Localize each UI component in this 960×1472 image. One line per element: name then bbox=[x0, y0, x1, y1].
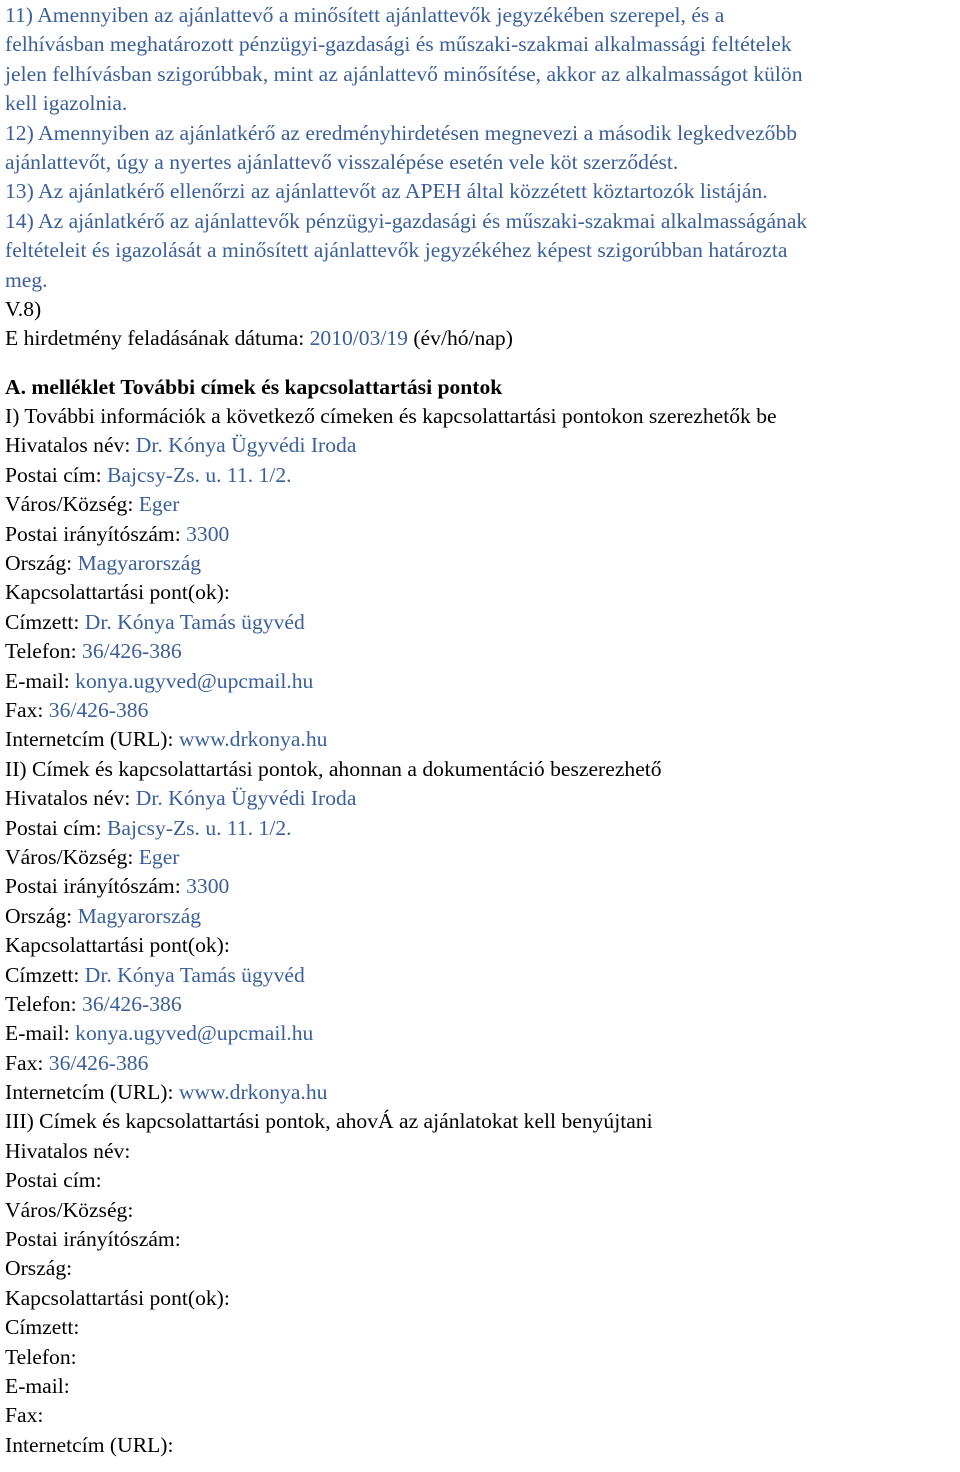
paragraph-line: 13) Az ajánlatkérő ellenőrzi az ajánlattevőt az APEH által közzétett köztartozók listáján. bbox=[5, 179, 768, 204]
field-label: Kapcsolattartási pont(ok): bbox=[5, 933, 230, 958]
field-label: Internetcím (URL): bbox=[5, 727, 179, 752]
section-number: V.8) bbox=[5, 296, 42, 321]
field-label: Fax: bbox=[5, 1050, 49, 1075]
paragraph-13 bbox=[5, 177, 957, 206]
field-phone bbox=[5, 990, 957, 1019]
field-label: Telefon: bbox=[5, 1344, 77, 1369]
field-official-name bbox=[5, 784, 957, 813]
field-city bbox=[5, 843, 957, 872]
field-label: Fax: bbox=[5, 697, 49, 722]
field-email bbox=[5, 667, 957, 696]
paragraph-line: 12) Amennyiben az ajánlatkérő az eredményhirdetésen megnevezi a második legkedvezőbb bbox=[5, 120, 798, 145]
date-format: (év/hó/nap) bbox=[407, 326, 513, 351]
field-value: Bajcsy-Zs. u. 11. 1/2. bbox=[106, 462, 292, 487]
field-addressee bbox=[5, 608, 957, 637]
field-official-name bbox=[5, 431, 957, 460]
field-value: Magyarország bbox=[77, 551, 202, 576]
field-label: Postai irányítószám: bbox=[5, 521, 187, 546]
field-value: 36/426-386 bbox=[82, 639, 182, 664]
section-i bbox=[5, 402, 957, 755]
field-country bbox=[5, 902, 957, 931]
field-url bbox=[5, 1078, 957, 1107]
field-label: E-mail: bbox=[5, 1373, 70, 1398]
field-label: Telefon: bbox=[5, 639, 83, 664]
field-value: Dr. Kónya Ügyvédi Iroda bbox=[135, 786, 357, 811]
field-value: Magyarország bbox=[77, 903, 202, 928]
field-url bbox=[5, 1431, 957, 1460]
field-label: Kapcsolattartási pont(ok): bbox=[5, 580, 230, 605]
field-value: Eger bbox=[138, 492, 180, 517]
field-postal-code bbox=[5, 1225, 957, 1254]
paragraph-14 bbox=[5, 207, 957, 295]
document-page bbox=[5, 1, 957, 1460]
field-label: Hivatalos név: bbox=[5, 433, 136, 458]
field-value: 3300 bbox=[186, 521, 230, 546]
field-label: Címzett: bbox=[5, 962, 85, 987]
field-label: Címzett: bbox=[5, 1315, 80, 1340]
field-label: Hivatalos név: bbox=[5, 1138, 131, 1163]
field-value: konya.ugyved@upcmail.hu bbox=[75, 668, 314, 693]
field-city bbox=[5, 490, 957, 519]
field-fax bbox=[5, 1401, 957, 1430]
field-value: 36/426-386 bbox=[48, 697, 149, 722]
field-value: 3300 bbox=[186, 874, 230, 899]
field-addressee bbox=[5, 1313, 957, 1342]
paragraph-line: 11) Amennyiben az ajánlattevő a minősített ajánlattevők jegyzékében szerepel, és a bbox=[5, 3, 725, 27]
field-value: konya.ugyved@upcmail.hu bbox=[75, 1021, 314, 1046]
paragraph-line: kell igazolnia. bbox=[5, 91, 128, 116]
field-label: Postai irányítószám: bbox=[5, 874, 187, 899]
section-iii bbox=[5, 1107, 957, 1460]
field-postal-address bbox=[5, 461, 957, 490]
field-contact-points bbox=[5, 931, 957, 960]
field-label: Ország: bbox=[5, 903, 78, 928]
field-value: 36/426-386 bbox=[48, 1050, 149, 1075]
paragraph-line: feltételeit és igazolását a minősített ajánlattevők jegyzékéhez képest szigorúbban határozta bbox=[5, 238, 788, 263]
field-label: Kapcsolattartási pont(ok): bbox=[5, 1285, 230, 1310]
field-country bbox=[5, 549, 957, 578]
field-label: Internetcím (URL): bbox=[5, 1432, 174, 1457]
field-label: Hivatalos név: bbox=[5, 786, 136, 811]
field-label: Ország: bbox=[5, 551, 78, 576]
field-label: Fax: bbox=[5, 1403, 44, 1428]
field-postal-code bbox=[5, 872, 957, 901]
field-value: Dr. Kónya Ügyvédi Iroda bbox=[135, 433, 357, 458]
section-heading: I) További információk a következő címeken és kapcsolattartási pontokon szerezhetők be bbox=[5, 404, 777, 429]
field-addressee bbox=[5, 961, 957, 990]
date-label: E hirdetmény feladásának dátuma: bbox=[5, 326, 310, 351]
field-label: Város/Község: bbox=[5, 492, 139, 517]
field-label: Telefon: bbox=[5, 991, 83, 1016]
field-email bbox=[5, 1019, 957, 1048]
field-contact-points bbox=[5, 578, 957, 607]
field-value: Dr. Kónya Tamás ügyvéd bbox=[84, 962, 305, 987]
field-label: Internetcím (URL): bbox=[5, 1080, 179, 1105]
paragraph-11 bbox=[5, 1, 957, 119]
paragraph-line: jelen felhívásban szigorúbbak, mint az ajánlattevő minősítése, akkor az alkalmasságot külön bbox=[5, 61, 803, 86]
field-phone bbox=[5, 1343, 957, 1372]
paragraph-line: ajánlattevőt, úgy a nyertes ajánlattevő visszalépése esetén vele köt szerződést. bbox=[5, 149, 679, 174]
field-url bbox=[5, 725, 957, 754]
field-fax bbox=[5, 1049, 957, 1078]
field-label: E-mail: bbox=[5, 668, 76, 693]
field-fax bbox=[5, 696, 957, 725]
paragraph-line: meg. bbox=[5, 267, 48, 292]
field-postal-address bbox=[5, 1166, 957, 1195]
field-label: Postai cím: bbox=[5, 1168, 102, 1193]
field-value: 36/426-386 bbox=[82, 991, 182, 1016]
field-label: Ország: bbox=[5, 1256, 73, 1281]
field-email bbox=[5, 1372, 957, 1401]
field-city bbox=[5, 1196, 957, 1225]
section-heading: III) Címek és kapcsolattartási pontok, ahovÁ az ajánlatokat kell benyújtani bbox=[5, 1109, 653, 1134]
field-label: Postai irányítószám: bbox=[5, 1227, 181, 1252]
field-label: Város/Község: bbox=[5, 844, 139, 869]
field-label: Címzett: bbox=[5, 609, 85, 634]
field-label: Postai cím: bbox=[5, 462, 107, 487]
field-postal-address bbox=[5, 814, 957, 843]
field-contact-points bbox=[5, 1284, 957, 1313]
field-official-name bbox=[5, 1137, 957, 1166]
section-ii bbox=[5, 755, 957, 1108]
field-phone bbox=[5, 637, 957, 666]
date-value: 2010/03/19 bbox=[309, 326, 408, 351]
field-value: Eger bbox=[138, 844, 180, 869]
field-postal-code bbox=[5, 520, 957, 549]
field-label: E-mail: bbox=[5, 1021, 76, 1046]
field-label: Postai cím: bbox=[5, 815, 107, 840]
section-v8 bbox=[5, 295, 957, 354]
paragraph-12 bbox=[5, 119, 957, 178]
field-value: www.drkonya.hu bbox=[178, 1080, 328, 1105]
section-heading: II) Címek és kapcsolattartási pontok, ahonnan a dokumentáció beszerezhető bbox=[5, 756, 662, 781]
field-label: Város/Község: bbox=[5, 1197, 134, 1222]
annex-title: A. melléklet További címek és kapcsolattartási pontok bbox=[5, 374, 503, 399]
paragraph-line: 14) Az ajánlatkérő az ajánlattevők pénzügyi-gazdasági és műszaki-szakmai alkalmasságának bbox=[5, 208, 808, 233]
paragraph-line: felhívásban meghatározott pénzügyi-gazdasági és műszaki-szakmai alkalmassági feltételek bbox=[5, 32, 792, 57]
field-value: Dr. Kónya Tamás ügyvéd bbox=[84, 609, 305, 634]
field-value: www.drkonya.hu bbox=[178, 727, 328, 752]
publication-date-line bbox=[5, 324, 957, 353]
field-value: Bajcsy-Zs. u. 11. 1/2. bbox=[106, 815, 292, 840]
field-country bbox=[5, 1254, 957, 1283]
